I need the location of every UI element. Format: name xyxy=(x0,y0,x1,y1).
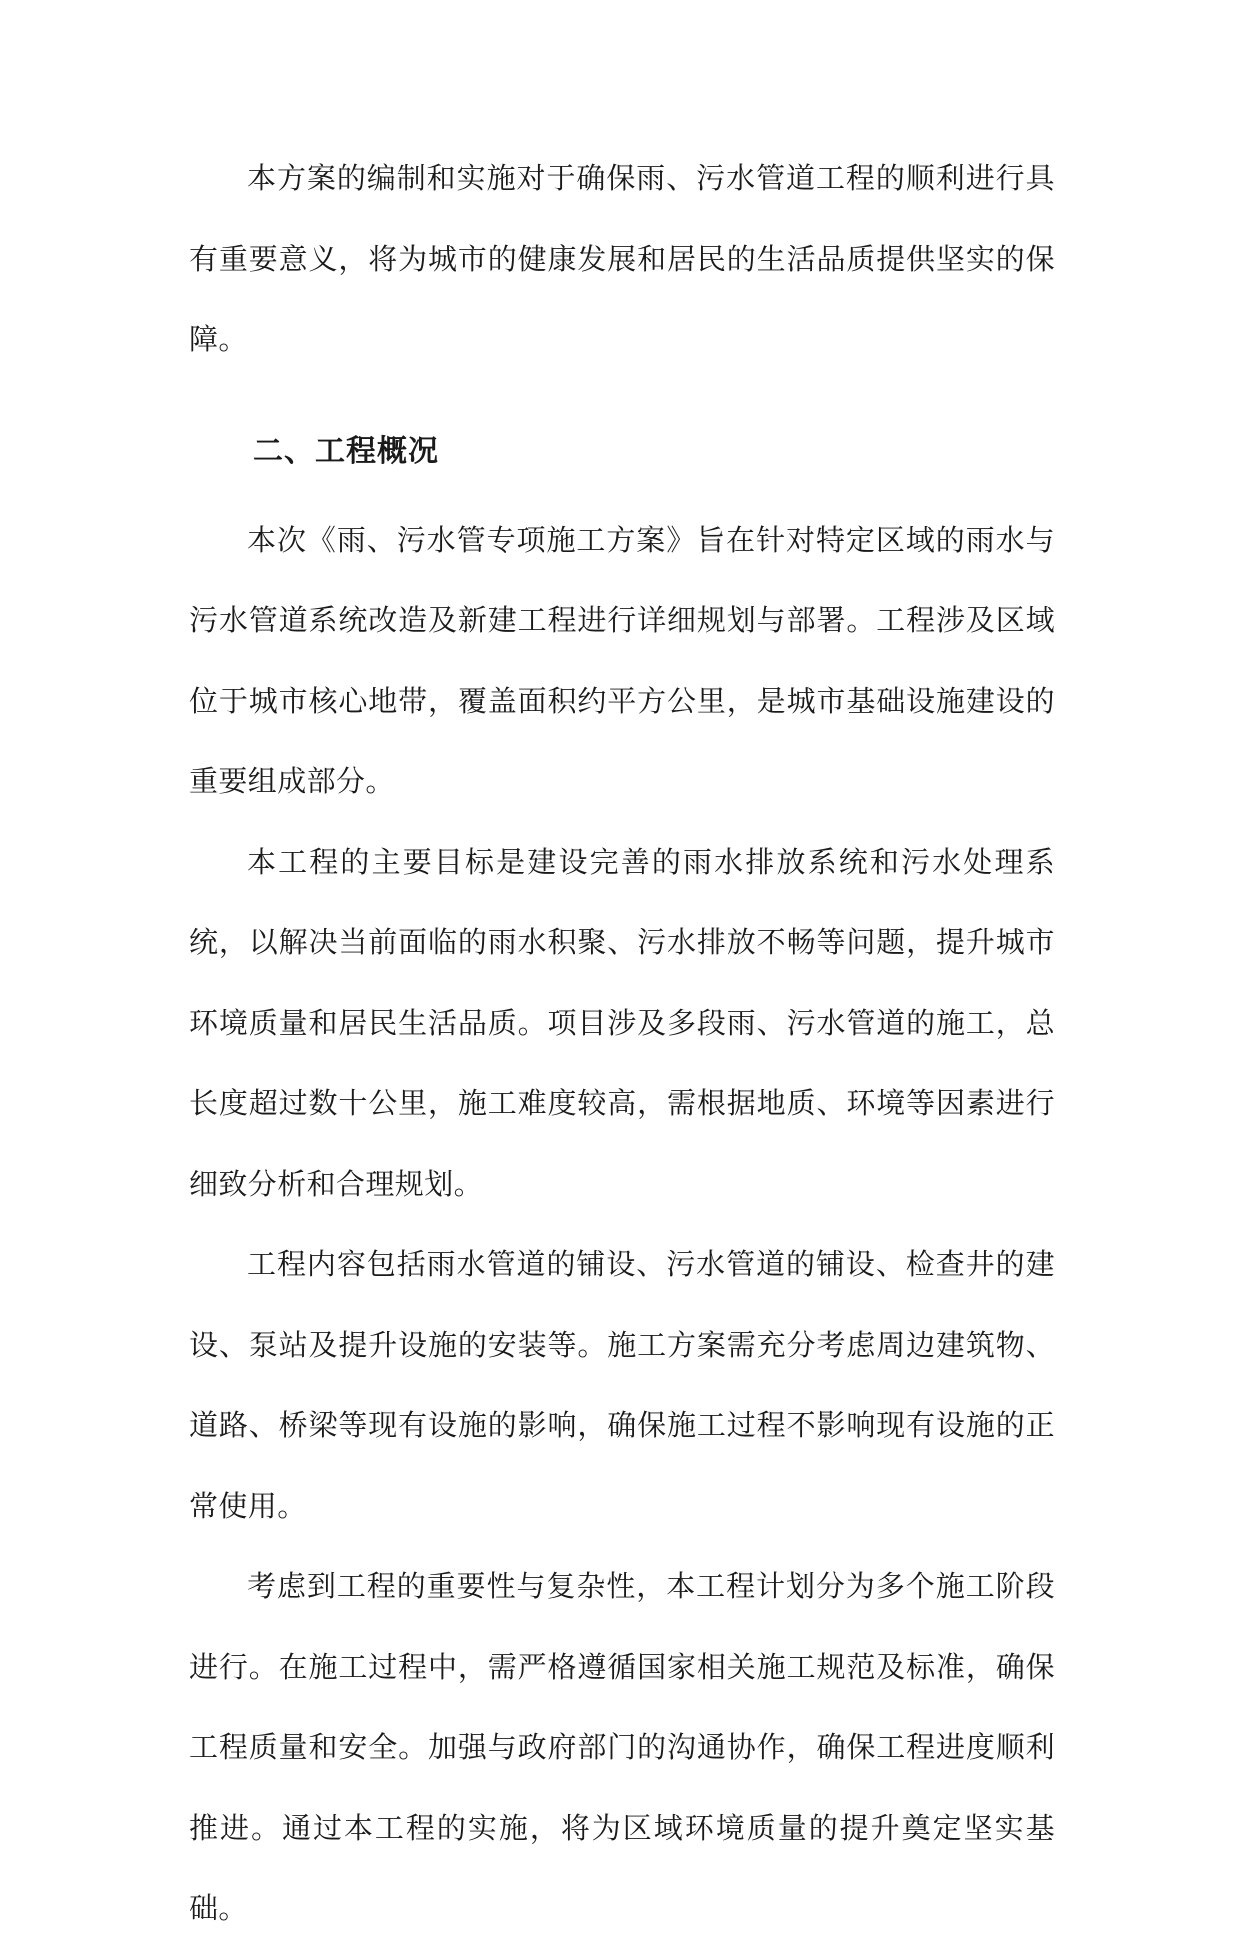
section-heading-project-overview: 二、工程概况 xyxy=(253,433,439,469)
paragraph-project-phases: 考虑到工程的重要性与复杂性，本工程计划分为多个施工阶段进行。在施工过程中，需严格遵循国家相关施工规范及标准，确保工程质量和安全。加强与政府部门的沟通协作，确保工程进度顺利推进。通过本工程的实施，将为区域环境质量的提升奠定坚实基础。 xyxy=(189,1569,1055,1925)
paragraph-project-content: 工程内容包括雨水管道的铺设、污水管道的铺设、检查井的建设、泵站及提升设施的安装等。施工方案需充分考虑周边建筑物、道路、桥梁等现有设施的影响，确保施工过程不影响现有设施的正常使用。 xyxy=(189,1247,1055,1523)
paragraph-project-goals: 本工程的主要目标是建设完善的雨水排放系统和污水处理系统，以解决当前面临的雨水积聚、污水排放不畅等问题，提升城市环境质量和居民生活品质。项目涉及多段雨、污水管道的施工，总长度超过数十公里，施工难度较高，需根据地质、环境等因素进行细致分析和合理规划。 xyxy=(189,844,1055,1201)
paragraph-intro-significance: 本方案的编制和实施对于确保雨、污水管道工程的顺利进行具有重要意义，将为城市的健康发展和居民的生活品质提供坚实的保障。 xyxy=(189,161,1055,356)
document-body xyxy=(189,138,1055,1949)
paragraph-project-scope: 本次《雨、污水管专项施工方案》旨在针对特定区域的雨水与污水管道系统改造及新建工程进行详细规划与部署。工程涉及区域位于城市核心地带，覆盖面积约平方公里，是城市基础设施建设的重要组成部分。 xyxy=(189,522,1055,798)
